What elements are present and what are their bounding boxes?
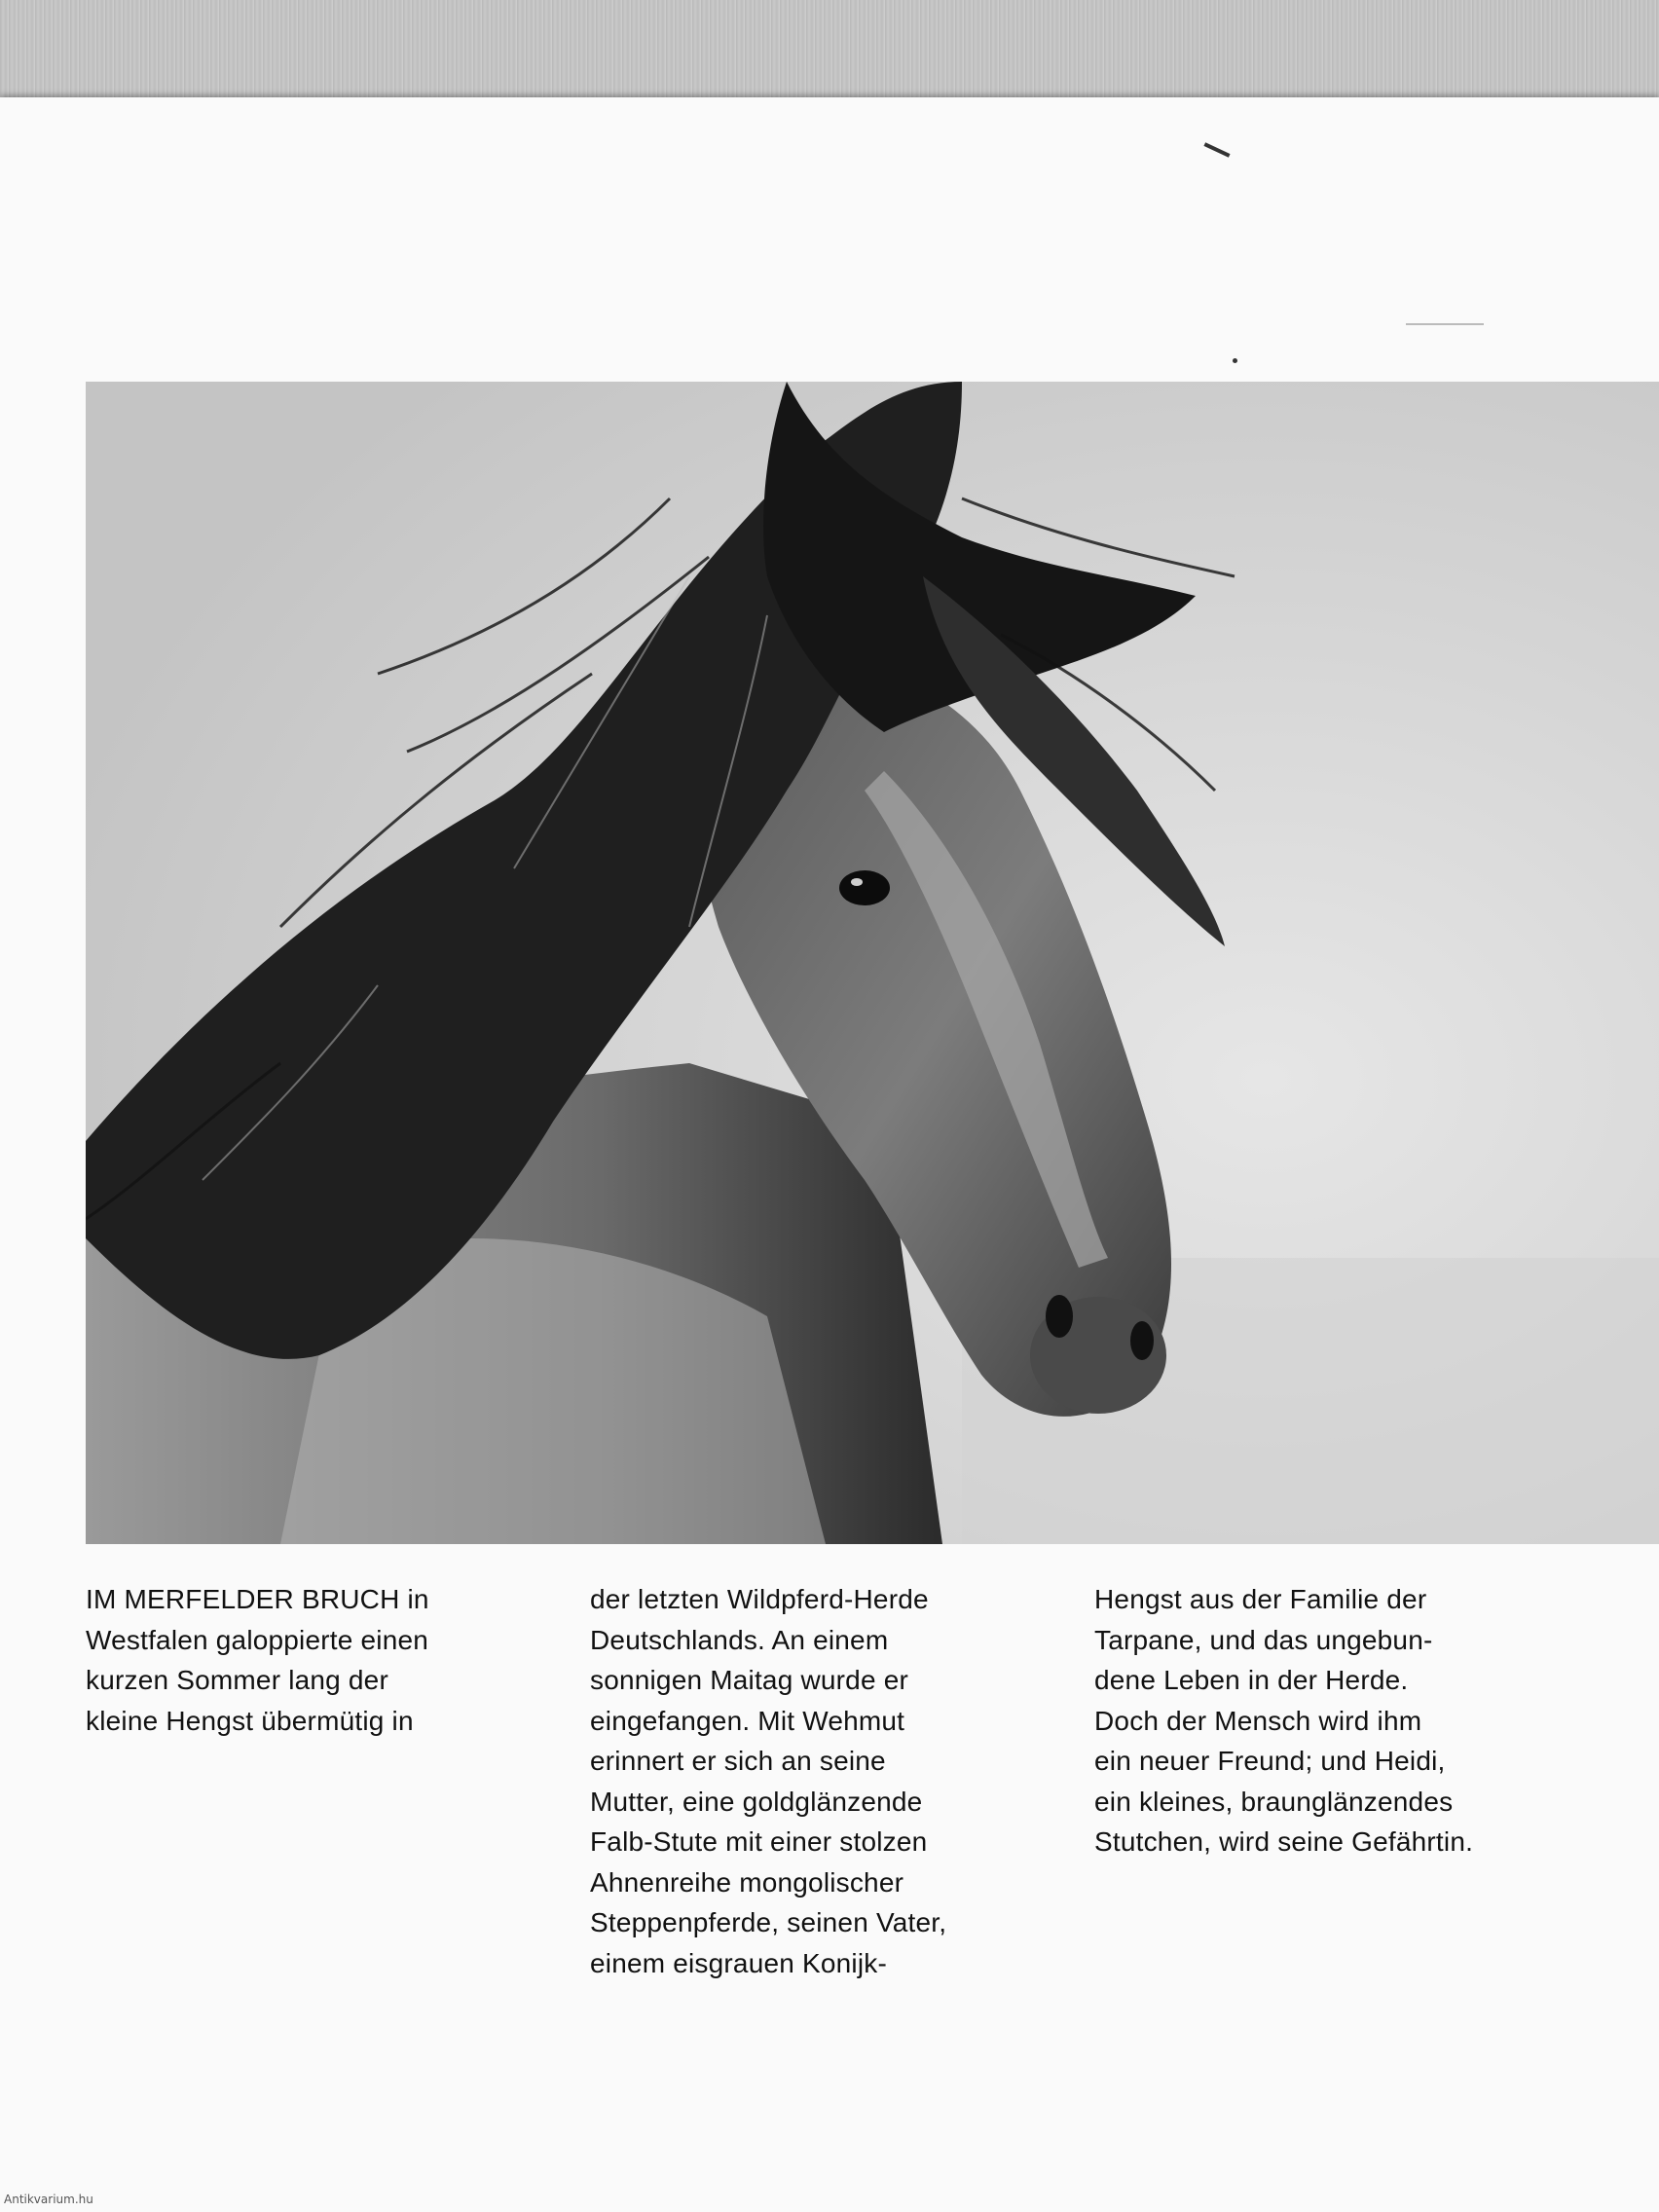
caption-column-1 (86, 1579, 543, 1741)
dust-speck (1233, 358, 1237, 363)
horse-photo (86, 382, 1659, 1544)
caption-column-2: der letzten Wildpferd-Herde Deutschlands. An einem sonnigen Maitag wurde er eingefangen. Mit Wehmut erinnert er sich an seine Mutter, eine goldglänzende Falb-Stute mit einer stolzen Ahnenreihe mongolischer Steppenpferde, seinen Vater, einem eisgrauen Konijk- (590, 1584, 947, 1978)
watermark: Antikvarium.hu (4, 2193, 93, 2206)
dust-speck (1406, 323, 1484, 325)
caption-column-1-text: in Westfalen galoppierte einen kurzen Sommer lang der kleine Hengst übermütig in (86, 1584, 429, 1736)
scanner-background (0, 0, 1659, 107)
caption-column-3: Hengst aus der Familie der Tarpane, und das ungebun- dene Leben in der Herde. Doch der Mensch wird ihm ein neuer Freund; und Heidi, ein kleines, braunglänzendes Stutchen, wird seine Gefährtin. (1094, 1584, 1474, 1857)
caption-lead: IM MERFELDER BRUCH (86, 1584, 400, 1614)
dust-speck (1203, 142, 1230, 157)
